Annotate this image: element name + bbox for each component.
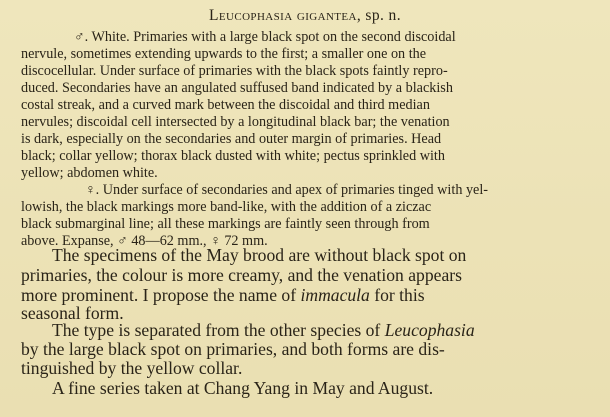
male-line-4: duced. Secondaries have an angulated suffused band indicated by a blackish xyxy=(21,80,453,96)
genus-name: Leucophasia xyxy=(209,7,293,24)
female-line-3: black submarginal line; all these markings are faintly seen through from xyxy=(21,216,430,232)
type-line-2: by the large black spot on primaries, and both forms are dis- xyxy=(21,339,445,359)
seasonal-line-3-tail: for this xyxy=(369,285,425,305)
genus-italic: Leucophasia xyxy=(384,320,475,340)
seasonal-line-4: seasonal form. xyxy=(21,303,124,323)
seasonal-line-3-text: more prominent. I propose the name of xyxy=(21,285,301,305)
form-name-immacula: immacula xyxy=(300,285,370,305)
male-line-1: ♂. White. Primaries with a large black spot on the second discoidal xyxy=(74,29,456,45)
species-name: gigantea xyxy=(296,7,357,24)
male-line-3: discocellular. Under surface of primaries with the black spots faintly repro- xyxy=(21,63,448,79)
male-line-9: yellow; abdomen white. xyxy=(21,165,158,181)
female-line-2: lowish, the black markings more band-like, with the addition of a ziczac xyxy=(21,199,432,215)
female-line-1: ♀. Under surface of secondaries and apex of primaries tinged with yel- xyxy=(85,182,489,198)
female-line-4: above. Expanse, ♂ 48—62 mm., ♀ 72 mm. xyxy=(21,233,268,249)
male-line-7: is dark, especially on the secondaries and outer margin of primaries. Head xyxy=(21,131,442,147)
male-line-6: nervules; discoidal cell intersected by a longitudinal black bar; the venation xyxy=(21,114,450,130)
locality-line: A fine series taken at Chang Yang in May and August. xyxy=(52,378,434,398)
male-line-5: costal streak, and a curved mark between the discoidal and third median xyxy=(21,97,430,113)
male-line-2: nervule, sometimes extending upwards to the first; a smaller one on the xyxy=(21,46,427,62)
seasonal-line-2: primaries, the colour is more creamy, and the venation appears xyxy=(21,265,462,285)
male-line-8: black; collar yellow; thorax black dusted with white; pectus sprinkled with xyxy=(21,148,445,164)
seasonal-line-1: The specimens of the May brood are without black spot on xyxy=(52,245,467,265)
type-line-3: tinguished by the yellow collar. xyxy=(21,358,243,378)
type-line-1-text: The type is separated from the other species of xyxy=(52,320,385,340)
species-suffix: , sp. n. xyxy=(356,7,401,24)
species-heading xyxy=(0,6,610,26)
